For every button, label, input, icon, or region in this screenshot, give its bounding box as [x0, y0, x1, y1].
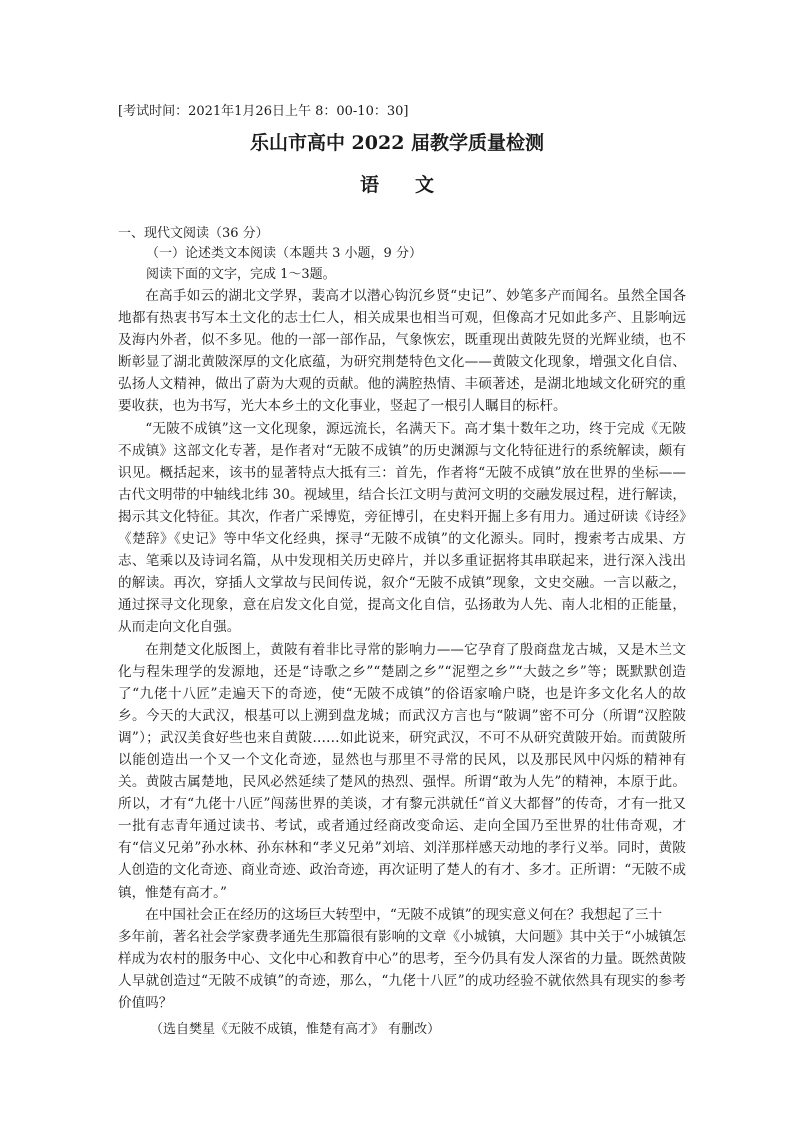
section-heading: 一、现代文阅读（36 分）	[118, 226, 269, 241]
paragraph: 在荆楚文化版图上，黄陂有着非比寻常的影响力——它孕育了殷商盘龙古城，又是木兰文化与程朱理学的发源地，还是“诗歌之乡”“楚剧之乡”“泥塑之乡”“大鼓之乡”等；既默默创造了“九佬十八匠”走遍天下的奇迹，使“无陂不成镇”的俗语家喻户晓，也是许多文化名人的故乡。今天的大武汉，根基可以上溯到盘龙城；而武汉方言也与“陂调”密不可分（所谓“汉腔陂调”）；武汉美食好些也来自黄陂……如此说来，研究武汉，不可不从研究黄陂开始。而黄陂所以能创造出一个又一个文化奇迹，显然也与那里不寻常的民风，以及那民风中闪烁的精神有关。黄陂古属楚地，民风必然延续了楚风的热烈、强悍。所谓“敢为人先”的精神，本原于此。所以，才有“九佬十八匠”闯荡世界的美谈，才有黎元洪就任“首义大都督”的传奇，才有一批又一批有志青年通过读书、考试，或者通过经商改变命运、走向全国乃至世界的壮伟奇观，才有“信义兄弟”孙水林、孙东林和“孝义兄弟”刘培、刘洋那样感天动地的孝行义举。同时，黄陂人创造的文化奇迹、商业奇迹、政治奇迹，再次证明了楚人的有才、多才。正所谓：“无陂不成镇，惟楚有高才。”	[118, 641, 686, 901]
reading-instruction: 阅读下面的文字，完成 1～3题。	[146, 267, 336, 282]
paragraph: 在中国社会正在经历的这场巨大转型中，“无陂不成镇”的现实意义何在？我想起了三十	[145, 906, 663, 923]
subject-title: 语文	[359, 174, 470, 196]
exam-time: [考试时间：2021年1月26日上午 8：00-10：30]	[118, 104, 409, 119]
subsection-heading: （一）论述类文本阅读（本题共 3 小题，9 分）	[146, 246, 422, 261]
article-source: （选自樊星《无陂不成镇，惟楚有高才》 有删改）	[150, 1022, 441, 1037]
paragraph: 在高手如云的湖北文学界，裴高才以潜心钩沉乡贤“史记”、妙笔多产而闻名。虽然全国各地都有热衷书写本土文化的志士仁人，相关成果也相当可观，但像高才兄如此多产、且影响远及海内外者，似不多见。他的一部一部作品，气象恢宏，既重现出黄陂先贤的光辉业绩，也不断彰显了湖北黄陂深厚的文化底蕴，为研究荆楚特色文化——黄陂文化现象，增强文化自信、弘扬人文精神，做出了蔚为大观的贡献。他的满腔热情、丰硕著述，是湖北地域文化研究的重要收获，也为书写，光大本乡土的文化事业，竖起了一根引人瞩目的标杆。	[118, 288, 686, 415]
paragraph: “无陂不成镇”这一文化现象，源远流长，名满天下。高才集十数年之功，终于完成《无陂不成镇》这部文化专著，是作者对“无陂不成镇”的历史渊源与文化特征进行的系统解读，颇有识见。概括起来，该书的显著特点大抵有三：首先，作者将“无陂不成镇”放在世界的坐标——古代文明带的中轴线北纬 30。视域里，结合长江文明与黄河文明的交融发展过程，进行解读，揭示其文化特征。其次，作者广采博览，旁征博引，在史料开掘上多有用力。通过研读《诗经》《楚辞》《史记》等中华文化经典，探寻“无陂不成镇”的文化源头。同时，搜索考古成果、方志、笔乘以及诗词名篇，从中发现相关历史碎片，并以多重证据将其串联起来，进行深入浅出的解读。再次，穿插人文掌故与民间传说，叙介“无陂不成镇”现象，文史交融。一言以蔽之，通过探寻文化现象，意在启发文化自觉，提高文化自信，弘扬敢为人先、南人北相的正能量，从而走向文化自强。	[118, 420, 686, 636]
paragraph: 多年前，著名社会学家费孝通先生那篇很有影响的文章《小城镇，大问题》其中关于“小城镇怎样成为农村的服务中心、文化中心和教育中心”的思考，至今仍具有发人深省的力量。既然黄陂人早就创造过“无陂不成镇”的奇迹，那么，“九佬十八匠”的成功经验不就依然具有现实的参考价值吗？	[118, 928, 686, 1011]
page-title: 乐山市高中 2022 届教学质量检测	[249, 132, 545, 154]
article-body	[118, 285, 686, 1014]
